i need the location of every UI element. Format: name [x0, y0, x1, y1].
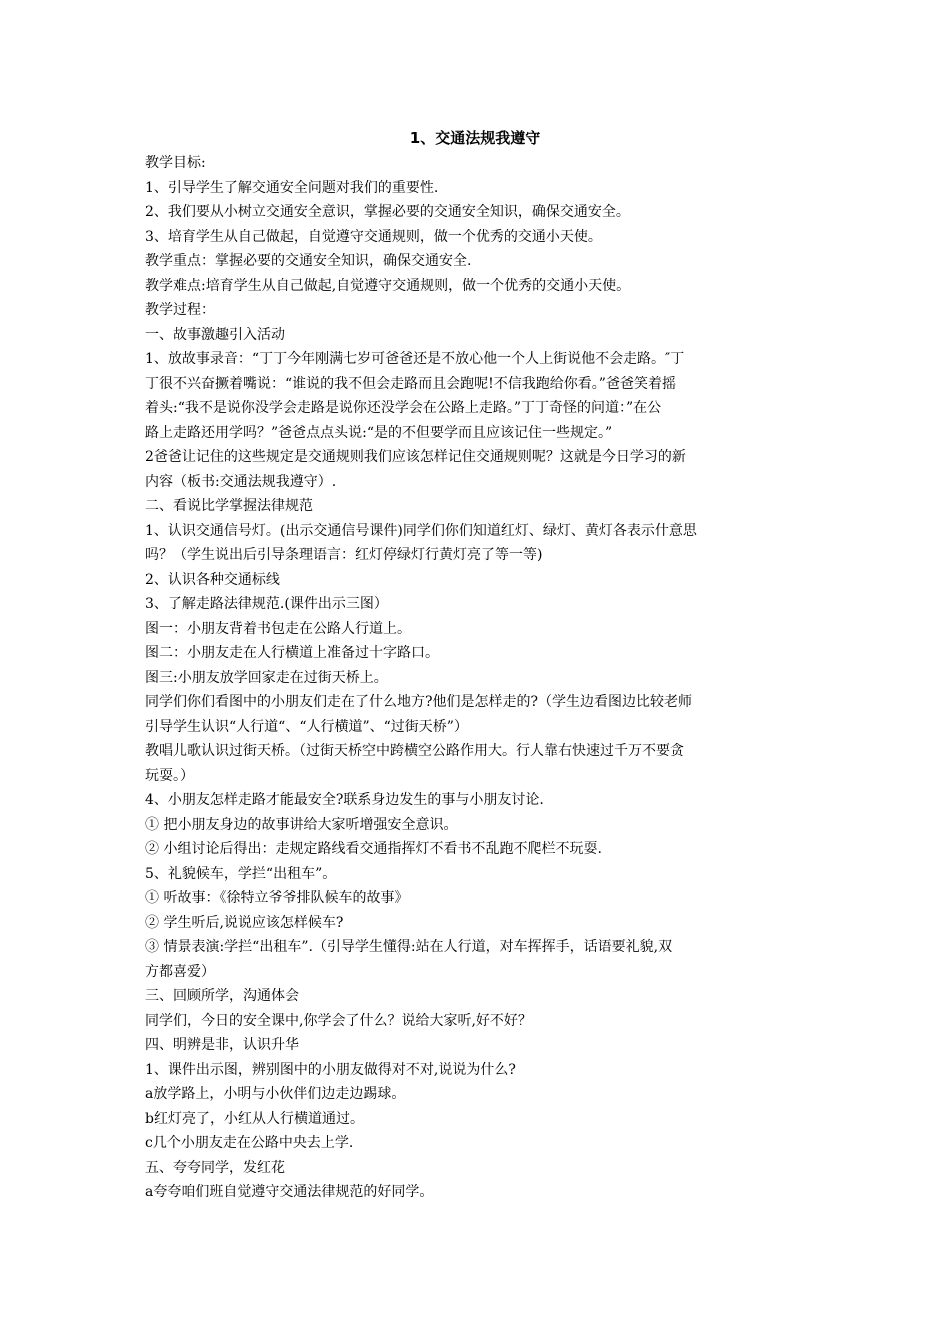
text-line: 同学们你们看图中的小朋友们走在了什么地方?他们是怎样走的?（学生边看图边比较老师	[145, 694, 693, 710]
text-line: 1、认识交通信号灯。(出示交通信号课件)同学们你们知道红灯、绿灯、黄灯各表示什意思	[145, 522, 697, 539]
text-line: 三、回顾所学，沟通体会	[145, 988, 299, 1004]
text-line: ② 小组讨论后得出：走规定路线看交通指挥灯不看书不乱跑不爬栏不玩耍.	[145, 841, 602, 857]
text-line: 吗？（学生说出后引导条理语言：红灯停绿灯行黄灯亮了等一等)	[145, 547, 543, 563]
text-line: 图三:小朋友放学回家走在过街天桥上。	[145, 669, 388, 686]
text-line: 教学过程：	[145, 302, 215, 318]
document-title: 1、交通法规我遵守	[409, 129, 541, 147]
text-line: 1、引导学生了解交通安全问题对我们的重要性.	[145, 179, 439, 196]
text-line: 二、看说比学掌握法律规范	[145, 498, 313, 514]
text-line: ② 学生听后,说说应该怎样候车?	[145, 914, 344, 931]
text-line: 2爸爸让记住的这些规定是交通规则我们应该怎样记住交通规则呢？这就是今日学习的新	[145, 449, 686, 465]
text-line: 1、放故事录音：“丁丁今年刚满七岁可爸爸还是不放心他一个人上街说他不会走路。″丁	[145, 351, 685, 367]
text-line: b红灯亮了，小红从人行横道通过。	[145, 1110, 364, 1127]
text-line: 方都喜爱）	[145, 963, 215, 980]
text-line: 教学重点：掌握必要的交通安全知识，确保交通安全.	[145, 253, 472, 269]
text-line: 教学难点:培育学生从自己做起,自觉遵守交通规则，做一个优秀的交通小天使。	[145, 277, 631, 294]
document-body	[145, 151, 810, 1205]
text-line: 内容（板书:交通法规我遵守）.	[145, 473, 337, 490]
text-line: 3、培育学生从自己做起，自觉遵守交通规则，做一个优秀的交通小天使。	[145, 228, 602, 245]
text-line: 着头:“我不是说你没学会走路是说你还没学会在公路上走路。”丁丁奇怪的问道：”在公	[145, 400, 662, 416]
text-line: 教学目标:	[145, 155, 206, 171]
text-line: 1、课件出示图，辨别图中的小朋友做得对不对,说说为什么?	[145, 1061, 516, 1078]
text-line: 丁很不兴奋撅着嘴说：“谁说的我不但会走路而且会跑呢!不信我跑给你看。”爸爸笑着摇	[145, 375, 676, 392]
text-line: a夸夸咱们班自觉遵守交通法律规范的好同学。	[145, 1184, 434, 1200]
text-line: 路上走路还用学吗？”爸爸点点头说:“是的不但要学而且应该记住一些规定。”	[145, 424, 613, 441]
text-line: 4、小朋友怎样走路才能最安全?联系身边发生的事与小朋友讨论.	[145, 792, 544, 808]
text-line: ① 把小朋友身边的故事讲给大家听增强安全意识。	[145, 816, 458, 833]
text-line: 引导学生认识“人行道“、“人行横道”、“过街天桥”）	[145, 718, 468, 735]
text-line: 图二：小朋友走在人行横道上准备过十字路口。	[145, 645, 439, 661]
text-line: 五、夸夸同学，发红花	[145, 1159, 285, 1176]
text-line: 同学们，今日的安全课中,你学会了什么？说给大家听,好不好？	[145, 1012, 532, 1029]
text-line: 玩耍。）	[145, 767, 194, 784]
text-line: a放学路上，小明与小伙伴们边走边踢球。	[145, 1086, 406, 1102]
text-line: 3、了解走路法律规范.(课件出示三图）	[145, 596, 388, 612]
text-line: 2、认识各种交通标线	[145, 571, 280, 588]
text-line: 5、礼貌候车，学拦“出租车”。	[145, 865, 337, 882]
text-line: 图一：小朋友背着书包走在公路人行道上。	[145, 620, 411, 637]
text-line: 四、明辨是非，认识升华	[145, 1037, 299, 1053]
text-line: ① 听故事：《徐特立爷爷排队候车的故事》	[145, 890, 409, 906]
text-line: 2、我们要从小树立交通安全意识，掌握必要的交通安全知识，确保交通安全。	[145, 204, 630, 220]
text-line: 一、故事激趣引入活动	[145, 326, 285, 343]
text-line: ③ 情景表演:学拦“出租车”.（引导学生懂得:站在人行道，对车挥挥手，话语要礼貌,双	[145, 939, 673, 955]
text-line: c几个小朋友走在公路中央去上学.	[145, 1135, 354, 1151]
text-line: 教唱儿歌认识过街天桥。（过街天桥空中跨横空公路作用大。行人靠右快速过千万不要贪	[145, 743, 684, 759]
